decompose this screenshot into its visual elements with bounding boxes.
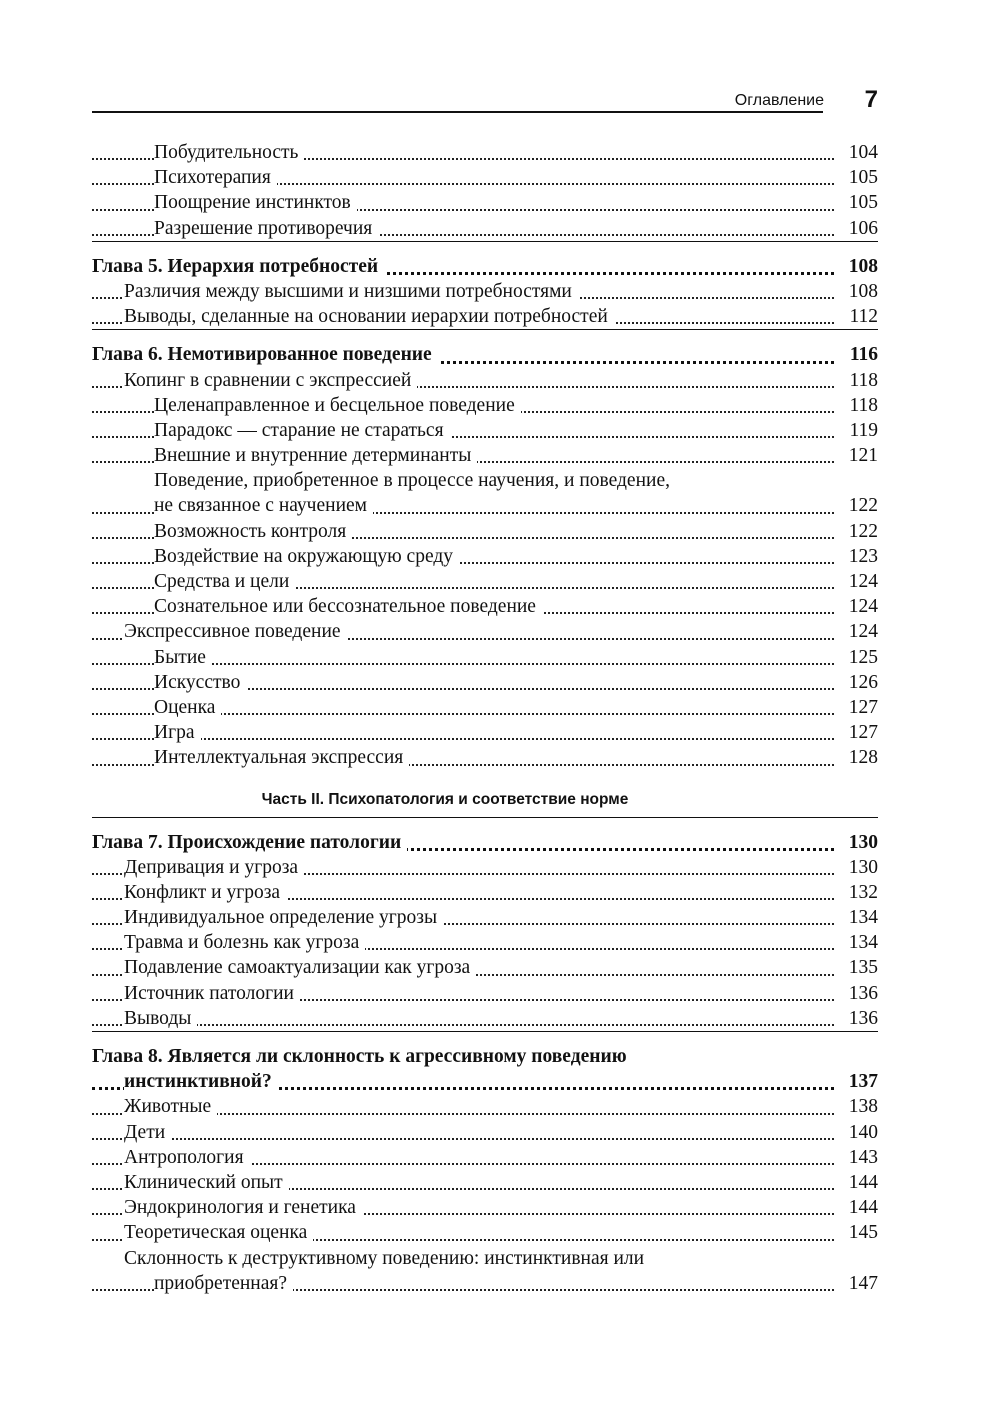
toc-page-number: 140 xyxy=(845,1120,878,1145)
part-heading: Часть II. Психопатология и соответствие норме xyxy=(261,790,629,808)
toc-entry-label: Психотерапия xyxy=(154,167,277,188)
toc-entry-label: не связанное с научением xyxy=(154,495,373,516)
toc-entry-label: Бытие xyxy=(154,647,212,668)
toc-entry xyxy=(92,393,878,418)
toc-entry-label: Источник патологии xyxy=(124,983,300,1004)
toc-entry xyxy=(92,670,878,695)
dot-leader xyxy=(92,1138,834,1140)
toc-page-number: 108 xyxy=(845,279,878,304)
toc-entry xyxy=(92,695,878,720)
toc-entry-label: Депривация и угроза xyxy=(124,857,304,878)
chapter-separator xyxy=(92,329,878,342)
toc-entry xyxy=(92,140,878,165)
toc-entry-label: Внешние и внутренние детерминанты xyxy=(154,445,477,466)
toc-page-number: 130 xyxy=(845,855,878,880)
toc-entry-label: инстинктивной? xyxy=(124,1071,278,1092)
toc-entry xyxy=(92,569,878,594)
toc-page-number: 112 xyxy=(845,304,878,329)
toc-entry xyxy=(92,1094,878,1119)
toc-page-number: 125 xyxy=(845,645,878,670)
toc-entry-label: Целенаправленное и бесцельное поведение xyxy=(154,395,521,416)
toc-entry xyxy=(92,905,878,930)
toc-entry xyxy=(92,368,878,393)
running-header-title: Оглавление xyxy=(734,92,824,109)
toc-entry-label: Различия между высшими и низшими потребностями xyxy=(124,281,578,302)
toc-entry xyxy=(92,1170,878,1195)
chapter-heading-line xyxy=(92,1044,878,1069)
toc-entry-label: Теоретическая оценка xyxy=(124,1222,313,1243)
chapter-heading xyxy=(92,254,878,279)
toc-page-number: 138 xyxy=(845,1094,878,1119)
toc-entry-label: Экспрессивное поведение xyxy=(124,621,347,642)
spacer xyxy=(92,771,878,783)
toc-entry-label: Искусство xyxy=(154,672,246,693)
toc-entry xyxy=(92,720,878,745)
toc-entry-label: Клинический опыт xyxy=(124,1172,289,1193)
toc-entry-continuation xyxy=(92,493,878,518)
toc-entry-label: Животные xyxy=(124,1096,217,1117)
toc-page-number: 128 xyxy=(845,745,878,770)
toc-page-number: 104 xyxy=(845,140,878,165)
toc-page-number: 127 xyxy=(845,695,878,720)
toc-entry-continuation xyxy=(92,1271,878,1296)
toc-entry-label: Эндокринология и генетика xyxy=(124,1197,362,1218)
toc-entry-label: Интеллектуальная экспрессия xyxy=(154,747,409,768)
toc-entry-label: Подавление самоактуализации как угроза xyxy=(124,957,476,978)
toc-page-number: 144 xyxy=(845,1170,878,1195)
toc-entry-label: Антропология xyxy=(124,1147,250,1168)
toc-page-number: 122 xyxy=(845,519,878,544)
toc-entry-label: Выводы, сделанные на основании иерархии потребностей xyxy=(124,306,614,327)
toc-entry-label: Разрешение противоречия xyxy=(154,218,378,239)
toc-entry xyxy=(92,619,878,644)
toc-entry xyxy=(92,594,878,619)
toc-entry-label: Травма и болезнь как угроза xyxy=(124,932,365,953)
toc-entry xyxy=(92,1220,878,1245)
toc-page-number: 144 xyxy=(845,1195,878,1220)
toc-entry xyxy=(92,1120,878,1145)
toc-entry-label: Средства и цели xyxy=(154,571,295,592)
toc-entry-label: Воздействие на окружающую среду xyxy=(154,546,459,567)
toc-page-number: 126 xyxy=(845,670,878,695)
toc-entry-line xyxy=(92,468,878,493)
dot-leader xyxy=(92,738,834,740)
toc-entry xyxy=(92,855,878,880)
toc-page-number: 147 xyxy=(845,1271,878,1296)
toc-entry xyxy=(92,981,878,1006)
toc-entry-label: Поощрение инстинктов xyxy=(154,192,357,213)
toc-page-number: 124 xyxy=(845,569,878,594)
toc-entry-label: приобретенная? xyxy=(154,1273,293,1294)
toc-entry-label: Выводы xyxy=(124,1008,197,1029)
toc-entry xyxy=(92,1006,878,1031)
toc-entry xyxy=(92,216,878,241)
toc-page-number: 143 xyxy=(845,1145,878,1170)
toc-entry xyxy=(92,544,878,569)
toc-entry xyxy=(92,519,878,544)
toc-page-number: 105 xyxy=(845,165,878,190)
toc-entry-label: Конфликт и угроза xyxy=(124,882,286,903)
toc-entry-label: Склонность к деструктивному поведению: инстинктивная или xyxy=(124,1248,650,1269)
toc-page-number: 136 xyxy=(845,1006,878,1031)
toc-entry xyxy=(92,165,878,190)
toc-page-number: 123 xyxy=(845,544,878,569)
toc-entry-label: Поведение, приобретенное в процессе научения, и поведение, xyxy=(154,470,676,491)
toc-entry xyxy=(92,955,878,980)
toc-page-number: 135 xyxy=(845,955,878,980)
toc-entry xyxy=(92,1145,878,1170)
toc-entry-label: Глава 6. Немотивированное поведение xyxy=(92,344,438,365)
toc-entry-label: Оценка xyxy=(154,697,221,718)
toc-entry-label: Парадокс — старание не стараться xyxy=(154,420,450,441)
toc-page-number: 136 xyxy=(845,981,878,1006)
toc-entry xyxy=(92,930,878,955)
toc-entry-label: Побудительность xyxy=(154,142,304,163)
chapter-heading xyxy=(92,830,878,855)
toc-page-number: 134 xyxy=(845,905,878,930)
toc-entry-line xyxy=(92,1246,878,1271)
toc-entry-label: Возможность контроля xyxy=(154,521,352,542)
toc-entry-label: Глава 8. Является ли склонность к агрессивному поведению xyxy=(92,1046,633,1067)
toc-page-number: 137 xyxy=(845,1069,878,1094)
toc-entry-label: Дети xyxy=(124,1122,171,1143)
toc-entry xyxy=(92,418,878,443)
toc-entry xyxy=(92,645,878,670)
toc-page-number: 118 xyxy=(845,368,878,393)
header-rule xyxy=(92,111,823,113)
toc-entry-label: Глава 7. Происхождение патологии xyxy=(92,832,407,853)
page-number: 7 xyxy=(864,86,878,113)
toc-page-number: 105 xyxy=(845,190,878,215)
toc-entry xyxy=(92,1195,878,1220)
toc-entry xyxy=(92,279,878,304)
toc-page-number: 116 xyxy=(846,342,878,367)
toc-page-number: 124 xyxy=(845,619,878,644)
toc-entry xyxy=(92,190,878,215)
toc-page-number: 124 xyxy=(845,594,878,619)
toc-page-number: 122 xyxy=(845,493,878,518)
toc-page-number: 119 xyxy=(845,418,878,443)
chapter-separator xyxy=(92,817,878,830)
toc-entry-label: Глава 5. Иерархия потребностей xyxy=(92,256,384,277)
running-header xyxy=(92,86,878,114)
toc-entry xyxy=(92,880,878,905)
chapter-separator xyxy=(92,1031,878,1044)
toc-entry xyxy=(92,304,878,329)
toc-page-number: 130 xyxy=(845,830,878,855)
toc-entry-label: Сознательное или бессознательное поведение xyxy=(154,596,542,617)
dot-leader xyxy=(92,1024,834,1026)
toc-page-number: 145 xyxy=(845,1220,878,1245)
toc-entry xyxy=(92,443,878,468)
toc-entry-label: Копинг в сравнении с экспрессией xyxy=(124,370,417,391)
toc-entry xyxy=(92,745,878,770)
chapter-heading-continuation xyxy=(92,1069,878,1094)
toc-page-number: 134 xyxy=(845,930,878,955)
chapter-heading xyxy=(92,342,878,367)
toc-page-number: 121 xyxy=(845,443,878,468)
toc-entry-label: Индивидуальное определение угрозы xyxy=(124,907,443,928)
toc-entry-label: Игра xyxy=(154,722,201,743)
toc-page-number: 106 xyxy=(845,216,878,241)
toc-page-number: 108 xyxy=(845,254,878,279)
toc-page-number: 118 xyxy=(845,393,878,418)
toc-page-number: 127 xyxy=(845,720,878,745)
table-of-contents xyxy=(92,140,878,1296)
chapter-separator xyxy=(92,241,878,254)
toc-page-number: 132 xyxy=(845,880,878,905)
